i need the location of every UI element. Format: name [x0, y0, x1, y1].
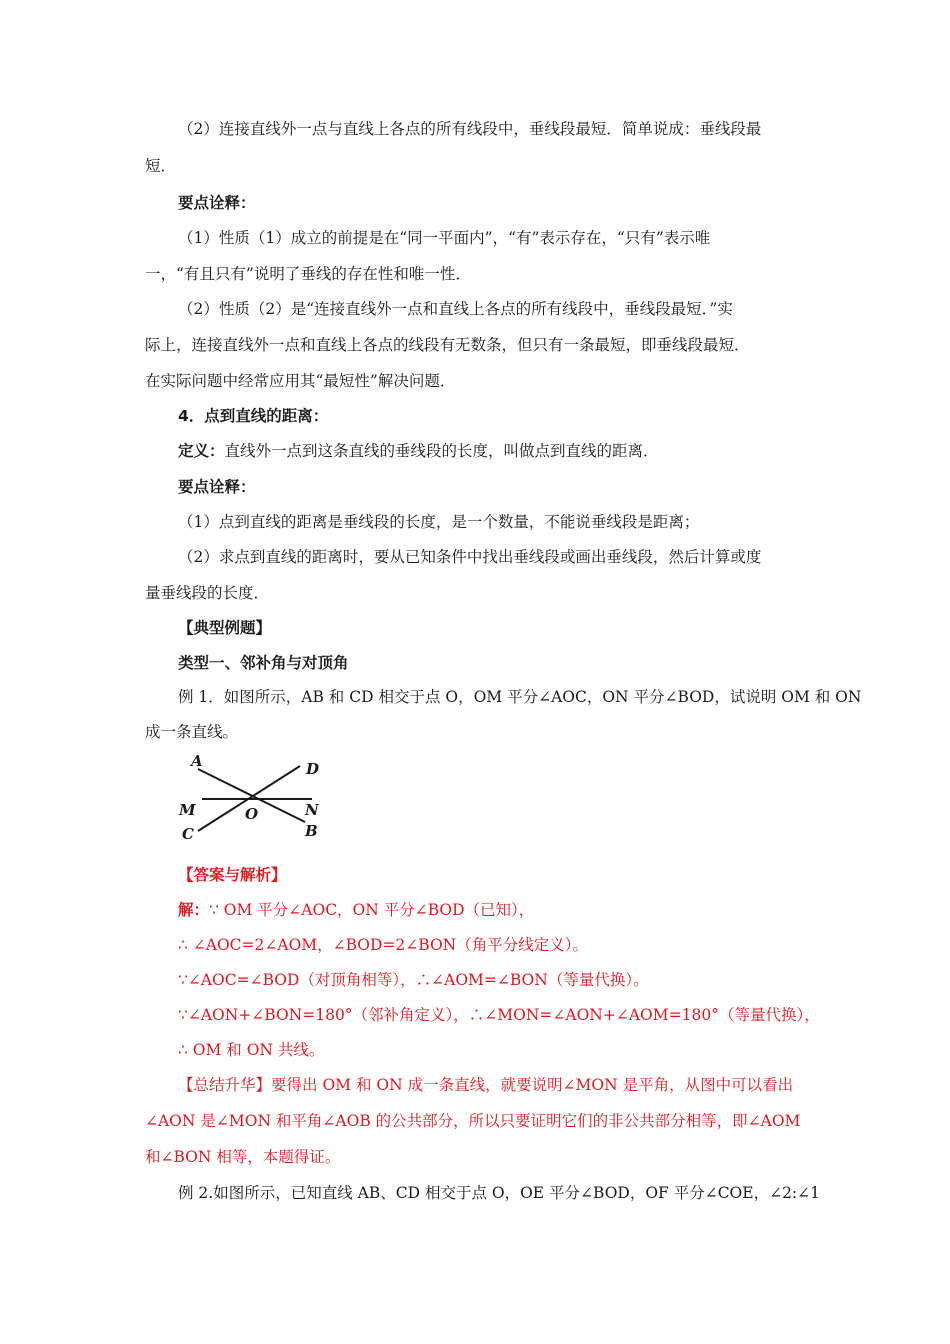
label-a: A — [191, 752, 203, 770]
solution-text: ∵ OM 平分∠AOC，ON 平分∠BOD（已知）， — [209, 901, 535, 919]
summary-label: 【总结升华】 — [178, 1076, 272, 1094]
summary-line — [178, 1074, 810, 1096]
label-c: C — [182, 825, 194, 842]
paragraph-line: 一，“有且只有”说明了垂线的存在性和唯一性． — [145, 265, 471, 283]
solution-line: ∴ OM 和 ON 共线。 — [178, 1041, 325, 1059]
solution-line — [178, 899, 810, 921]
label-o: O — [245, 805, 259, 823]
paragraph-line: 短． — [145, 157, 177, 175]
summary-text: 要得出 OM 和 ON 成一条直线，就要说明∠MON 是平角，从图中可以看出 — [271, 1076, 794, 1094]
paragraph-line: 际上，连接直线外一点和直线上各点的线段有无数条，但只有一条最短，即垂线段最短． — [145, 336, 750, 354]
label-n: N — [305, 801, 319, 819]
paragraph-line: （2）性质（2）是“连接直线外一点和直线上各点的所有线段中，垂线段最短．”实 — [178, 300, 733, 318]
definition-text: 直线外一点到这条直线的垂线段的长度，叫做点到直线的距离． — [224, 442, 659, 460]
solution-line: ∴ ∠AOC=2∠AOM，∠BOD=2∠BON（角平分线定义）。 — [178, 936, 588, 954]
section-heading: 4．点到直线的距离： — [178, 407, 329, 425]
example-1-line: 成一条直线。 — [145, 723, 239, 741]
section-heading: 要点诠释： — [178, 478, 256, 496]
label-d: D — [306, 760, 320, 778]
solution-line: ∵∠AON+∠BON=180°（邻补角定义），∴∠MON=∠AON+∠AOM=180°（等量代换）， — [178, 1006, 820, 1024]
answer-heading: 【答案与解析】 — [178, 866, 287, 884]
example-2-line: 例 2.如图所示，已知直线 AB、CD 相交于点 O，OE 平分∠BOD，OF 平分∠COE，∠2:∠1 — [178, 1184, 821, 1202]
summary-line: 和∠BON 相等，本题得证。 — [145, 1148, 341, 1166]
geometry-figure — [170, 752, 330, 842]
paragraph-line: （2）连接直线外一点与直线上各点的所有线段中，垂线段最短．简单说成：垂线段最 — [178, 120, 762, 138]
summary-line: ∠AON 是∠MON 和平角∠AOB 的公共部分，所以只要证明它们的非公共部分相等，即∠AOM — [145, 1112, 801, 1130]
definition-label: 定义： — [178, 442, 225, 460]
example-1-line: 例 1．如图所示，AB 和 CD 相交于点 O，OM 平分∠AOC，ON 平分∠BOD，试说明 OM 和 ON — [178, 688, 862, 706]
solution-line: ∵∠AOC=∠BOD（对顶角相等），∴∠AOM=∠BON（等量代换）。 — [178, 971, 649, 989]
paragraph-line: （1）性质（1）成立的前提是在“同一平面内”，“有”表示存在，“只有”表示唯 — [178, 229, 711, 247]
paragraph-line: 量垂线段的长度． — [145, 584, 270, 602]
paragraph-line: 在实际问题中经常应用其“最短性”解决问题． — [145, 372, 456, 390]
definition-line — [178, 440, 810, 462]
paragraph-line: （1）点到直线的距离是垂线段的长度，是一个数量，不能说垂线段是距离； — [178, 513, 700, 531]
section-heading: 类型一、邻补角与对顶角 — [178, 654, 349, 672]
section-heading: 要点诠释： — [178, 194, 256, 212]
paragraph-line: （2）求点到直线的距离时，要从已知条件中找出垂线段或画出垂线段，然后计算或度 — [178, 548, 762, 566]
section-heading: 【典型例题】 — [178, 619, 272, 637]
label-m: M — [179, 801, 196, 819]
solution-label: 解： — [178, 901, 210, 919]
label-b: B — [305, 822, 318, 840]
